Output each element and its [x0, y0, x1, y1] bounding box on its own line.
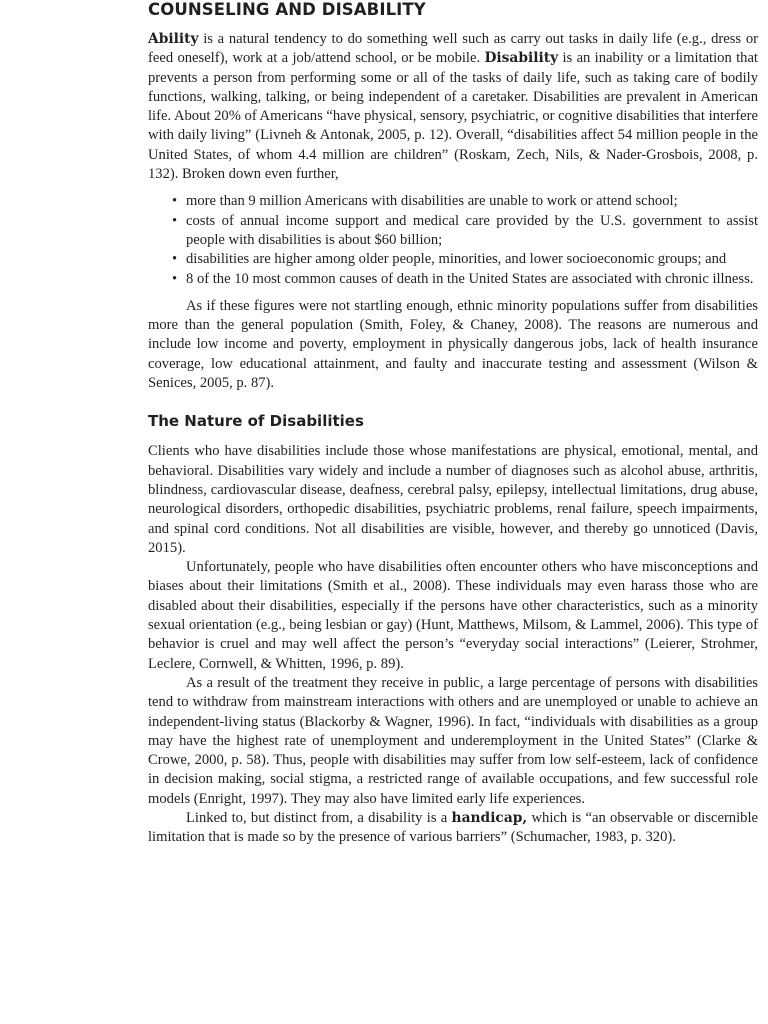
list-item [172, 212, 758, 251]
nature-paragraph-2: Unfortunately, people who have disabilities often encounter others who have misconceptions and biases about their limitations (Smith et al., 2008). These individuals may even harass those who are disabled about their disabilities, especially if the persons have other characteristics, such as a minority sexual orientation (e.g., being lesbian or gay) (Hunt, Matthews, Milsom, & Lammel, 2006). This type of behavior is cruel and may well affect the person’s “everyday social interactions” (Leierer, Strohmer, Leclere, Cornwell, & Whitten, 1996, p. 89). [148, 559, 758, 672]
statistics-list [148, 192, 758, 288]
handicap-definition: which is “an observable or discernible limitation that is made so by the presence of various barriers” (Schumacher, 1983, p. 320). [148, 809, 758, 846]
section-heading: COUNSELING AND DISABILITY [148, 0, 426, 19]
term-ability: Ability [148, 31, 199, 47]
minority-paragraph: As if these figures were not startling enough, ethnic minority populations suffer from disabilities more than the general population (Smith, Foley, & Chaney, 2008). The reasons are numerous and include low income and poverty, employment in physically dangerous jobs, lack of health insurance coverage, low educational attainment, and faulty and inaccurate testing and assessment (Wilson & Senices, 2005, p. 87). [148, 297, 758, 392]
nature-paragraph-1: Clients who have disabilities include those whose manifestations are physical, emotional, mental, and behavioral. Disabilities vary widely and include a number of diagnoses such as alcohol abuse, arthritis, blindness, cardiovascular disease, deafness, cerebral palsy, epilepsy, intellectual limitations, drug abuse, neurological disorders, orthopedic disabilities, psychiatric problems, renal failure, speech impairments, and spinal cord conditions. Not all disabilities are visible, however, and thereby go unnoticed (Davis, 2015). [148, 443, 758, 556]
text-column [148, 0, 758, 848]
nature-paragraph-3: As a result of the treatment they receive in public, a large percentage of persons with disabilities tend to withdraw from mainstream interactions with others and are unemployed or unable to achieve an independent-living status (Blackorby & Wagner, 1996). In fact, “individuals with disabilities as a group may have the highest rate of unemployment and underemployment in the United States” (Clarke & Crowe, 2000, p. 58). Thus, people with disabilities may suffer from low self-esteem, lack of confidence in decision making, social stigma, a restricted range of available occupations, and few successful role models (Enright, 1997). They may also have limited early life experiences. [148, 674, 758, 807]
term-disability: Disability [484, 50, 559, 67]
bullet-icon: • [172, 270, 178, 287]
list-item-text: 8 of the 10 most common causes of death in the United States are associated with chronic illness. [186, 270, 754, 287]
subsection-heading: The Nature of Disabilities [148, 412, 364, 431]
handicap-paragraph [148, 809, 758, 848]
list-item [172, 250, 758, 269]
bullet-icon: • [172, 193, 178, 210]
list-item-text: more than 9 million Americans with disabilities are unable to work or attend school; [186, 193, 678, 210]
list-item [172, 270, 758, 289]
bullet-icon: • [172, 251, 178, 268]
ability-definition: is a natural tendency to do something well such as carry out tasks in daily life (e.g., dress or feed oneself), work at a job/attend school, or be mobile. [148, 31, 758, 67]
intro-paragraph [148, 30, 758, 184]
handicap-lead: Linked to, but distinct from, a disability is a [186, 809, 452, 826]
list-item [172, 192, 758, 211]
term-handicap: handicap, [451, 809, 528, 826]
bullet-icon: • [172, 212, 178, 229]
list-item-text: costs of annual income support and medical care provided by the U.S. government to assist people with disabilities is about $60 billion; [186, 212, 758, 248]
disability-definition: is an inability or a limitation that prevents a person from performing some or all of the tasks of daily life, such as taking care of bodily functions, walking, talking, or being independent of a caretaker. Disabilities are prevalent in American life. About 20% of Americans “have physical, sensory, psychiatric, or cognitive disabilities that interfere with daily living” (Livneh & Antonak, 2005, p. 12). Overall, “disabilities affect 54 million people in the United States, of whom 4.4 million are children” (Roskam, Zech, Nils, & Nader-Grosbois, 2008, p. 132). Broken down even further, [148, 50, 758, 183]
list-item-text: disabilities are higher among older people, minorities, and lower socioeconomic groups; and [186, 251, 727, 268]
